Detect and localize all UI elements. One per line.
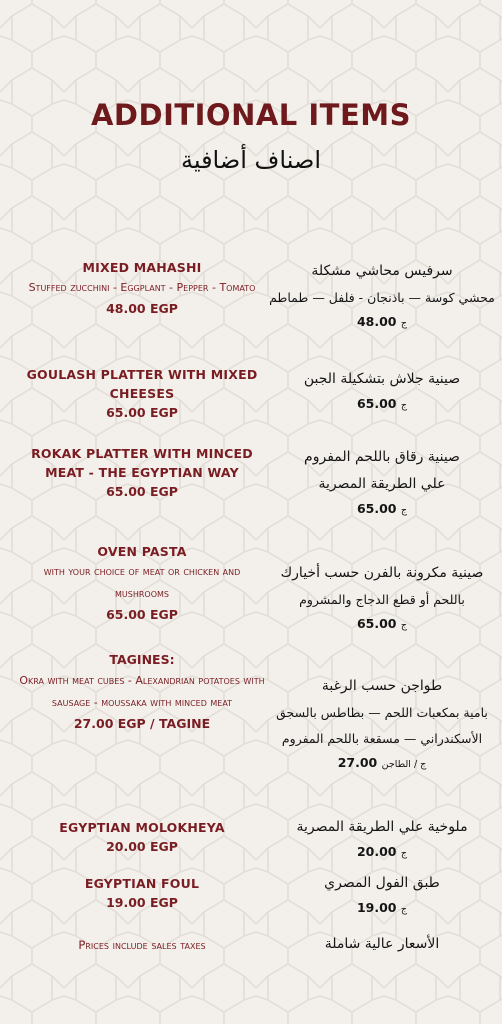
currency-label: ج — [400, 318, 408, 329]
item-name-arabic: طبق الفول المصري — [324, 875, 440, 891]
page-title-arabic: اصناف أضافية — [180, 146, 322, 174]
currency-label: ج — [400, 400, 408, 411]
item-name: EGYPTIAN FOUL — [84, 876, 200, 891]
item-name: EGYPTIAN MOLOKHEYA — [59, 820, 225, 835]
menu-item-ar — [262, 444, 502, 522]
price-value: 27.00 — [337, 755, 378, 770]
item-price-arabic — [262, 311, 502, 335]
currency-label: ج — [400, 505, 408, 516]
currency-label: ج — [400, 848, 408, 859]
item-description: with your choice of meat or chicken and mushrooms — [43, 565, 241, 600]
menu-item-en — [22, 365, 262, 423]
item-price: 20.00 EGP — [106, 839, 178, 854]
menu-item-ar — [262, 814, 502, 865]
item-name: MIXED MAHASHI — [82, 260, 202, 275]
item-name: TAGINES: — [109, 652, 175, 667]
price-value: 20.00 — [356, 844, 397, 859]
menu-item-ar — [262, 560, 502, 637]
item-price: 65.00 EGP — [106, 484, 178, 499]
menu-item-ar — [262, 673, 502, 776]
item-description: Okra with meat cubes - Alexandrian potatoes with sausage - moussaka with minced meat — [19, 674, 265, 709]
price-value: 65.00 — [356, 396, 397, 411]
menu-item-ar — [262, 258, 502, 335]
menu-item-ar — [262, 870, 502, 921]
menu-item-en — [22, 444, 262, 502]
price-value: 65.00 — [356, 616, 397, 631]
menu-item-en — [19, 650, 265, 734]
item-price: 48.00 EGP — [106, 301, 178, 316]
item-price-arabic — [262, 613, 502, 637]
price-value: 65.00 — [356, 501, 397, 516]
item-description: Stuffed zucchini - Eggplant - Pepper - Tomato — [28, 281, 256, 294]
item-price-arabic — [262, 393, 502, 417]
item-name: OVEN PASTA — [97, 544, 187, 559]
menu-item-en — [22, 874, 262, 913]
price-value: 19.00 — [356, 900, 397, 915]
price-value: 48.00 — [356, 314, 397, 329]
item-description-arabic: محشي كوسة — باذنجان - فلفل — طماطم — [269, 290, 495, 305]
item-price-arabic — [262, 752, 502, 776]
item-name: GOULASH PLATTER WITH MIXED CHEESES — [26, 367, 258, 401]
item-price: 27.00 EGP / TAGINE — [73, 716, 211, 731]
page-title: ADDITIONAL ITEMS — [90, 98, 412, 132]
item-name-arabic: طواجن حسب الرغبة — [321, 678, 443, 694]
item-description-arabic: الأسكندراني — مسقعة باللحم المفروم — [281, 731, 483, 746]
item-price: 65.00 EGP — [106, 607, 178, 622]
item-price-arabic — [262, 498, 502, 522]
item-price-arabic — [262, 897, 502, 921]
menu-item-en — [22, 258, 262, 319]
item-price-arabic — [262, 841, 502, 865]
tax-note: Prices include sales taxes — [78, 938, 206, 952]
item-name-arabic: صينية جلاش بتشكيلة الجبن — [303, 371, 461, 387]
item-description-arabic: بامية بمكعبات اللحم — بطاطس بالسجق — [276, 705, 488, 720]
tax-note-arabic: الأسعار عالية شاملة — [324, 936, 440, 952]
menu-item-en — [22, 542, 262, 625]
menu-item-ar — [262, 366, 502, 417]
currency-label: ج / الطاجن — [381, 759, 427, 770]
item-name: ROKAK PLATTER WITH MINCED MEAT - THE EGYPTIAN WAY — [31, 446, 253, 480]
currency-label: ج — [400, 904, 408, 915]
item-name-arabic: ملوخية علي الطريقة المصرية — [296, 819, 468, 835]
menu-item-en — [22, 818, 262, 857]
item-name-arabic: سرفيس محاشي مشكلة — [311, 263, 453, 279]
item-price: 19.00 EGP — [106, 895, 178, 910]
item-description-arabic: باللحم أو قطع الدجاج والمشروم — [299, 592, 465, 607]
currency-label: ج — [400, 620, 408, 631]
item-name-arabic: صينية مكرونة بالفرن حسب أخيارك — [280, 565, 484, 581]
item-price: 65.00 EGP — [106, 405, 178, 420]
item-name-arabic: صينية رقاق باللحم المفروم علي الطريقة المصرية — [304, 449, 460, 492]
